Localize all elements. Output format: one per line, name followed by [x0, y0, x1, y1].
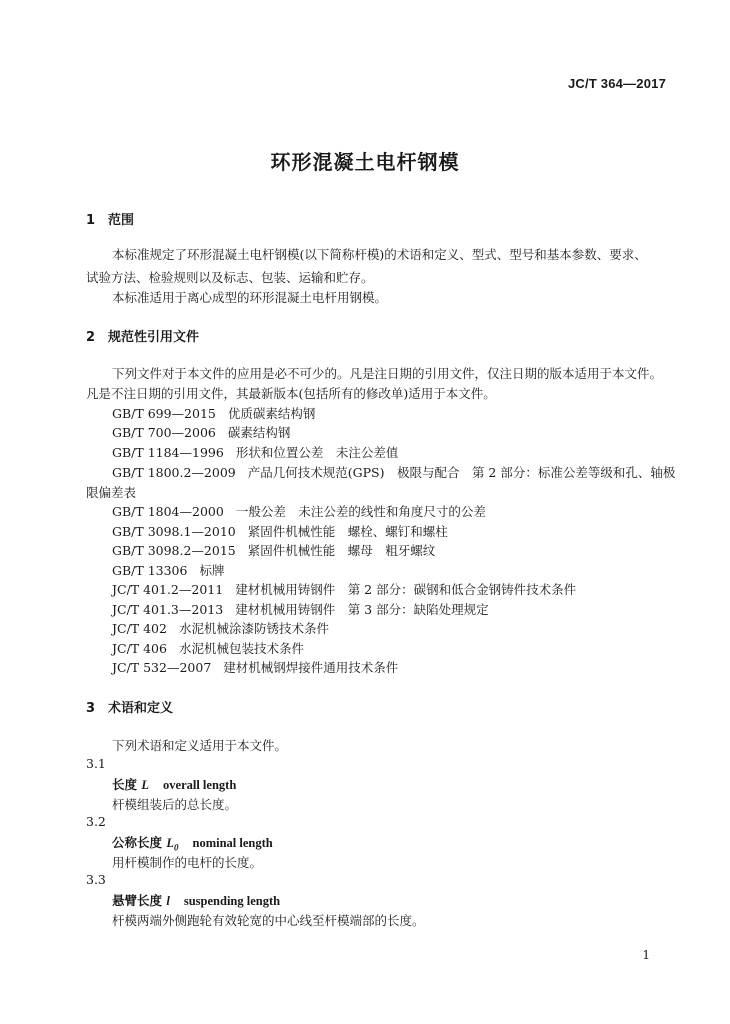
reference-item: GB/T 1184—1996 形状和位置公差 未注公差值	[112, 445, 399, 460]
term-entry: 公称长度 $L_0$ nominal length	[112, 835, 273, 853]
reference-item: JC/T 532—2007 建材机械钢焊接件通用技术条件	[112, 660, 399, 675]
reference-item: JC/T 401.2—2011 建材机械用铸钢件 第 2 部分：碳钢和低合金钢铸件技术条件	[112, 582, 577, 597]
reference-item: GB/T 13306 标牌	[112, 563, 225, 578]
standard-code: JC/T 364—2017	[568, 76, 666, 91]
normative-intro-line: 凡是不注日期的引用文件，其最新版本(包括所有的修改单)适用于本文件。	[86, 386, 496, 401]
reference-item: GB/T 699—2015 优质碳素结构钢	[112, 406, 316, 421]
term-definition: 用杆模制作的电杆的长度。	[112, 855, 263, 870]
page-number: 1	[642, 948, 650, 962]
term-definition: 杆模两端外侧跑轮有效轮宽的中心线至杆模端部的长度。	[112, 913, 425, 928]
term-entry: 悬臂长度 l suspending length	[112, 893, 281, 908]
term-definition: 杆模组装后的总长度。	[112, 797, 238, 812]
terms-intro: 下列术语和定义适用于本文件。	[112, 738, 288, 753]
section-heading-normative-references: 2 规范性引用文件	[86, 330, 200, 345]
section-heading-terms-and-definitions: 3 术语和定义	[86, 701, 174, 716]
section-heading-scope: 1 范围	[86, 213, 135, 228]
reference-item: GB/T 1800.2—2009 产品几何技术规范(GPS) 极限与配合 第 2 部分：标准公差等级和孔、轴极	[112, 465, 676, 480]
scope-paragraph-line: 本标准规定了环形混凝土电杆钢模(以下简称杆模)的术语和定义、型式、型号和基本参数、要求、	[112, 247, 647, 262]
reference-item: JC/T 402 水泥机械涂漆防锈技术条件	[112, 621, 329, 636]
reference-item: JC/T 406 水泥机械包装技术条件	[112, 641, 304, 656]
scope-paragraph-line: 本标准适用于离心成型的环形混凝土电杆用钢模。	[112, 290, 388, 305]
term-clause-number: 3.1	[86, 756, 106, 771]
scope-paragraph-line: 试验方法、检验规则以及标志、包装、运输和贮存。	[86, 270, 374, 285]
normative-intro-line: 下列文件对于本文件的应用是必不可少的。凡是注日期的引用文件，仅注日期的版本适用于本文件。	[112, 366, 663, 381]
document-title: 环形混凝土电杆钢模	[270, 150, 460, 174]
reference-item: GB/T 3098.2—2015 紧固件机械性能 螺母 粗牙螺纹	[112, 543, 436, 558]
term-clause-number: 3.3	[86, 872, 106, 887]
reference-item: JC/T 401.3—2013 建材机械用铸钢件 第 3 部分：缺陷处理规定	[112, 602, 489, 617]
reference-item-continuation: 限偏差表	[86, 485, 137, 500]
reference-item: GB/T 700—2006 碳素结构钢	[112, 425, 291, 440]
reference-item: GB/T 3098.1—2010 紧固件机械性能 螺栓、螺钉和螺柱	[112, 524, 448, 539]
term-entry: 长度 L overall length	[112, 777, 237, 792]
reference-item: GB/T 1804—2000 一般公差 未注公差的线性和角度尺寸的公差	[112, 504, 486, 519]
term-clause-number: 3.2	[86, 814, 106, 829]
